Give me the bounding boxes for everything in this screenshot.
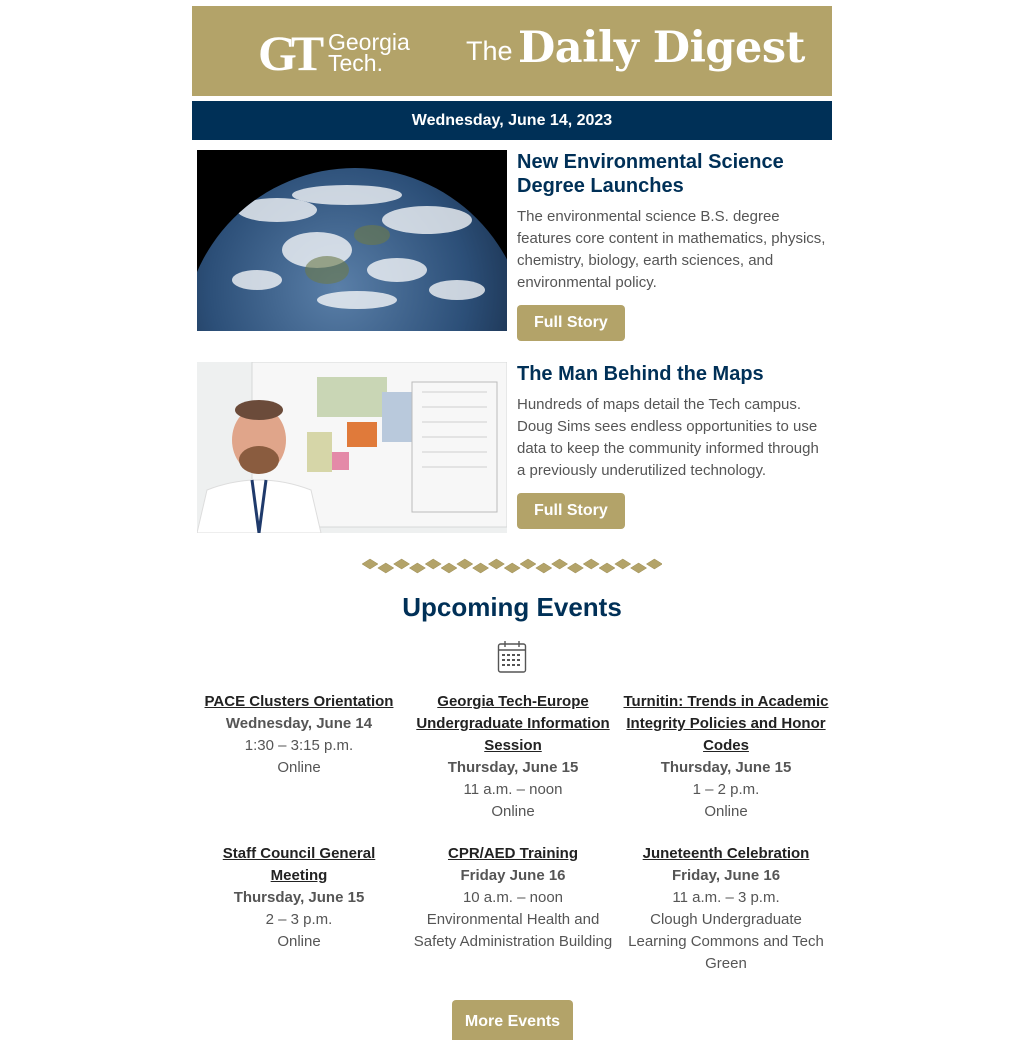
divider-diamond	[488, 559, 504, 569]
divider-diamond	[520, 559, 536, 569]
event-location: Online	[277, 759, 321, 776]
date-band: Wednesday, June 14, 2023	[192, 101, 832, 140]
story-1-full-story-button[interactable]: Full Story	[517, 305, 625, 341]
event-link[interactable]: CPR/AED Training	[447, 845, 578, 862]
event-link[interactable]: Georgia Tech-Europe Undergraduate Information Session	[416, 693, 610, 754]
divider-diamond	[599, 563, 615, 573]
event-time: 11 a.m. – 3 p.m.	[672, 889, 780, 906]
divider-diamond	[567, 563, 583, 573]
man-with-campus-map-image[interactable]	[197, 362, 507, 538]
event-link[interactable]: Turnitin: Trends in Academic Integrity Policies and Honor Codes	[623, 693, 829, 754]
event-date: Wednesday, June 14	[225, 715, 373, 732]
story-2-full-story-button[interactable]: Full Story	[517, 493, 625, 529]
gt-logo-mark: GT	[258, 25, 319, 81]
logo-wordmark	[328, 29, 410, 76]
event-item	[621, 843, 831, 975]
calendar-icon	[497, 640, 527, 674]
upcoming-events-heading: Upcoming Events	[402, 592, 622, 622]
event-link[interactable]: PACE Clusters Orientation	[204, 693, 394, 710]
event-date: Thursday, June 15	[660, 759, 792, 776]
event-time: 1 – 2 p.m.	[692, 781, 760, 798]
event-location: Environmental Health and Safety Administration Building	[413, 911, 613, 950]
email-container	[192, 6, 832, 1030]
event-location: Online	[491, 803, 535, 820]
story-1-title[interactable]: New Environmental Science Degree Launches	[517, 151, 784, 197]
event-location: Online	[277, 933, 321, 950]
divider-diamond	[583, 559, 599, 569]
story-1-text	[517, 150, 827, 341]
story-1	[197, 150, 827, 350]
event-link[interactable]: Juneteenth Celebration	[642, 845, 810, 862]
divider-diamond	[552, 559, 568, 569]
earth-illustration	[197, 150, 507, 331]
divider-diamond	[362, 559, 378, 569]
more-events-button[interactable]: More Events	[452, 1000, 573, 1040]
event-item	[194, 843, 404, 953]
story-2-text	[517, 362, 827, 529]
story-2-description: Hundreds of maps detail the Tech campus. Doug Sims sees endless opportunities to use data to keep the community informed through a previously underutilized technology.	[517, 396, 819, 479]
event-date: Thursday, June 15	[447, 759, 579, 776]
story-1-description: The environmental science B.S. degree features core content in mathematics, physics, chemistry, biology, earth sciences, and environmental policy.	[517, 208, 826, 291]
divider-diamond	[646, 559, 662, 569]
event-item	[194, 691, 404, 779]
event-link[interactable]: Staff Council General Meeting	[222, 845, 376, 884]
event-date: Thursday, June 15	[233, 889, 365, 906]
event-time: 11 a.m. – noon	[463, 781, 563, 798]
story-2-title[interactable]: The Man Behind the Maps	[517, 363, 764, 385]
divider-diamond	[631, 563, 647, 573]
story-2	[197, 362, 827, 552]
event-date: Friday, June 16	[671, 867, 781, 884]
diamond-divider	[362, 558, 662, 574]
divider-diamond	[457, 559, 473, 569]
event-item	[621, 691, 831, 823]
divider-diamond	[425, 559, 441, 569]
event-date: Friday June 16	[460, 867, 566, 884]
divider-diamond	[409, 563, 425, 573]
logo-line-1: Georgia	[328, 29, 410, 55]
divider-diamond	[441, 563, 457, 573]
title-prefix: The	[466, 36, 513, 66]
divider-diamond	[378, 563, 394, 573]
divider-diamond	[473, 563, 489, 573]
map-man-illustration	[197, 362, 507, 533]
divider-diamond	[394, 559, 410, 569]
event-time: 2 – 3 p.m.	[265, 911, 333, 928]
event-location: Online	[704, 803, 748, 820]
divider-diamond	[615, 559, 631, 569]
divider-diamond	[504, 563, 520, 573]
event-time: 10 a.m. – noon	[462, 889, 564, 906]
header-banner	[192, 6, 832, 96]
newsletter-title: Daily Digest	[518, 23, 805, 73]
logo-line-2: Tech.	[328, 50, 383, 76]
event-location: Clough Undergraduate Learning Commons and Tech Green	[628, 911, 824, 972]
divider-diamond	[536, 563, 552, 573]
georgia-tech-logo[interactable]	[258, 25, 418, 81]
event-time: 1:30 – 3:15 p.m.	[244, 737, 354, 754]
event-item	[408, 691, 618, 823]
event-item	[408, 843, 618, 953]
earth-from-space-image[interactable]	[197, 150, 507, 336]
